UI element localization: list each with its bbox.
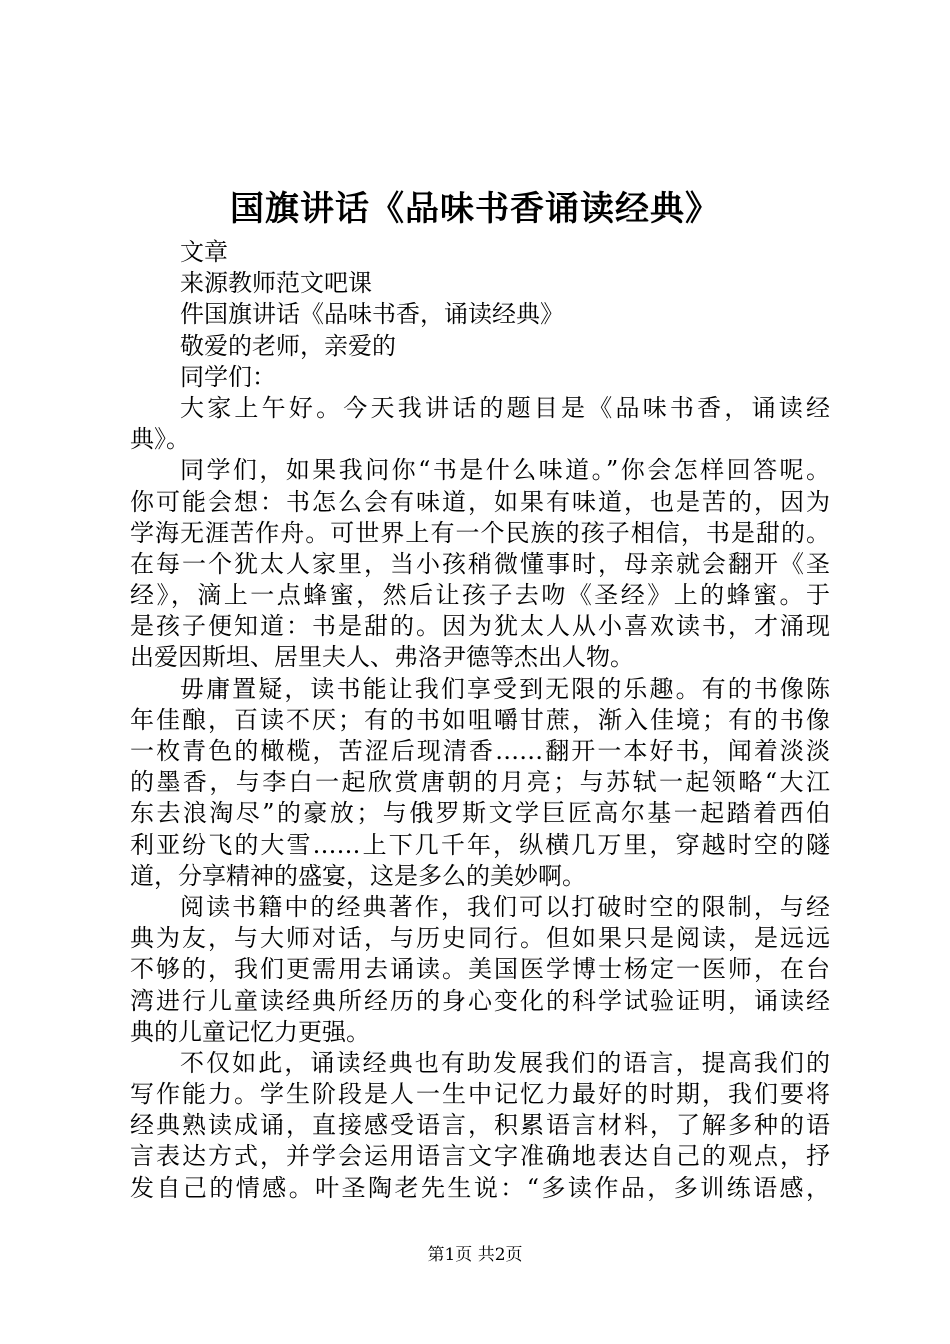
document-title: 国旗讲话《品味书香诵读经典》 (230, 189, 720, 229)
text-line: 大家上午好。今天我讲话的题目是《品味书香，诵读经 (180, 393, 830, 422)
text-line: 不够的，我们更需用去诵读。美国医学博士杨定一医师，在台 (130, 955, 830, 984)
text-line: 同学们，如果我问你“书是什么味道。”你会怎样回答呢。 (180, 456, 830, 485)
text-line: 典》。 (130, 425, 190, 454)
text-line: 是孩子便知道：书是甜的。因为犹太人从小喜欢读书，才涌现 (130, 612, 830, 641)
text-line: 东去浪淘尽”的豪放；与俄罗斯文学巨匠高尔基一起踏着西伯 (130, 799, 830, 828)
page-footer: 第1页 共2页 (427, 1245, 523, 1265)
text-line: 言表达方式，并学会运用语言文字准确地表达自己的观点，抒 (130, 1142, 830, 1171)
text-line: 不仅如此，诵读经典也有助发展我们的语言，提高我们的 (180, 1048, 830, 1077)
text-line: 毋庸置疑，读书能让我们享受到无限的乐趣。有的书像陈 (180, 674, 830, 703)
text-line: 典为友，与大师对话，与历史同行。但如果只是阅读，是远远 (130, 924, 830, 953)
text-line: 利亚纷飞的大雪……上下几千年，纵横几万里，穿越时空的隧 (130, 830, 830, 859)
text-line: 出爱因斯坦、居里夫人、弗洛尹德等杰出人物。 (130, 643, 634, 672)
text-line: 一枚青色的橄榄，苦涩后现清香……翻开一本好书，闻着淡淡 (130, 737, 830, 765)
text-line: 典的儿童记忆力更强。 (130, 1017, 370, 1046)
text-line: 来源教师范文吧课 (180, 269, 372, 298)
text-line: 湾进行儿童读经典所经历的身心变化的科学试验证明，诵读经 (130, 986, 830, 1015)
text-line: 发自己的情感。叶圣陶老先生说：“多读作品，多训练语感， (130, 1173, 830, 1202)
text-line: 敬爱的老师，亲爱的 (180, 331, 396, 360)
text-line: 的墨香，与李白一起欣赏唐朝的月亮；与苏轼一起领略“大江 (130, 768, 830, 797)
text-line: 年佳酿，百读不厌；有的书如咀嚼甘蔗，渐入佳境；有的书像 (130, 705, 830, 734)
document-body (130, 237, 830, 1204)
text-line: 学海无涯苦作舟。可世界上有一个民族的孩子相信，书是甜的。 (130, 518, 830, 547)
text-line: 文章 (180, 238, 228, 266)
text-line: 件国旗讲话《品味书香，诵读经典》 (180, 300, 564, 329)
text-line: 经典熟读成诵，直接感受语言，积累语言材料，了解多种的语 (130, 1111, 830, 1140)
text-line: 在每一个犹太人家里，当小孩稍微懂事时，母亲就会翻开《圣 (130, 549, 830, 578)
text-line: 你可能会想：书怎么会有味道，如果有味道，也是苦的，因为 (130, 487, 830, 516)
text-line: 经》，滴上一点蜂蜜，然后让孩子去吻《圣经》上的蜂蜜。于 (130, 581, 830, 610)
text-line: 道，分享精神的盛宴，这是多么的美妙啊。 (130, 861, 586, 890)
text-line: 同学们： (180, 362, 276, 391)
text-line: 阅读书籍中的经典著作，我们可以打破时空的限制，与经 (180, 892, 830, 921)
text-line: 写作能力。学生阶段是人一生中记忆力最好的时期，我们要将 (130, 1080, 830, 1109)
